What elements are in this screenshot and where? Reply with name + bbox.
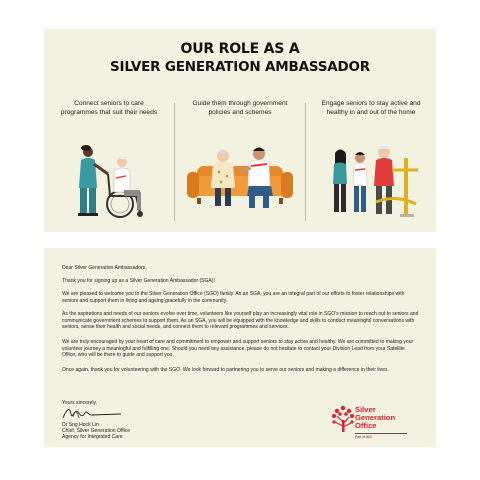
role-guide-policies [175, 100, 305, 228]
letter-closing: Yours sincerely, [62, 400, 98, 407]
role-caption: Engage seniors to stay active and healthy in and out of the home [321, 100, 421, 116]
signature-icon [61, 404, 123, 422]
title-line-1: OUR ROLE AS A [180, 41, 300, 57]
caregiver-wheelchair-icon [44, 100, 174, 228]
role-caption: Connect seniors to care programmes that suit their needs [60, 100, 158, 116]
logo-subtext [355, 435, 372, 439]
welcome-letter [44, 248, 436, 447]
logo-line-3: Office [355, 421, 377, 430]
signer-name: Dr Sng Hock Lin [62, 422, 99, 428]
tree-icon [331, 404, 355, 434]
letter-paragraph: We are truly encouraged by your heart of care and commitment to empower and support seniors to stay active and healthy. We are committed to making your volunteer journey a meaningful and fulfilling one. Should you need any assistance, please do not hesitate to contact your Division Lead from your Satellite Office, who will be there to guide and support you. [62, 339, 414, 359]
letter-paragraph: Once again, thank you for volunteering with the SGO. We look forward to partnering you to serve our seniors and making a difference in their lives. [62, 367, 389, 374]
logo-line-1: Silver [355, 405, 376, 414]
role-caption: Guide them through government policies and schemes [192, 100, 288, 116]
signer-org: Agency for Integrated Care [62, 434, 123, 440]
letter-paragraph: We are pleased to welcome you to the Silver Generation Office (SGO) family. As an SGA, you are an integral part of our efforts to foster relationships with seniors and support them in living and ageing gracefully in the community. [62, 291, 405, 304]
letter-paragraph: As the aspirations and needs of our seniors evolve over time, volunteers like yourself play an increasingly vital role in SGO's mission to reach out to seniors and communicate government schemes to support them. As an SGA, you will be equipped with the knowledge and skills to conduct meaningful conversations with seniors, sense their health and social needs, and connect them to relevant programmes and services. [62, 311, 419, 331]
logo-rule [355, 433, 407, 434]
logo-line-2: Generation [355, 413, 396, 422]
letter-salutation: Dear Silver Generation Ambassadors, [62, 265, 147, 272]
title-line-2: SILVER GENERATION AMBASSADOR [110, 59, 370, 75]
sgo-logo [331, 396, 421, 442]
logo-sub-brand: AIC [365, 435, 372, 439]
letter-paragraph: Thank you for signing up as a Silver Generation Ambassador (SGA)! [62, 278, 215, 285]
role-engage-active [306, 100, 436, 228]
roles-card [44, 29, 436, 232]
role-connect-care [44, 100, 174, 228]
ambassador-sofa-chat-icon [175, 100, 305, 228]
signer-title: Chief, Silver Generation Office [62, 428, 131, 434]
logo-sub-prefix: Part of [355, 435, 365, 439]
exercise-station-icon [306, 100, 436, 228]
